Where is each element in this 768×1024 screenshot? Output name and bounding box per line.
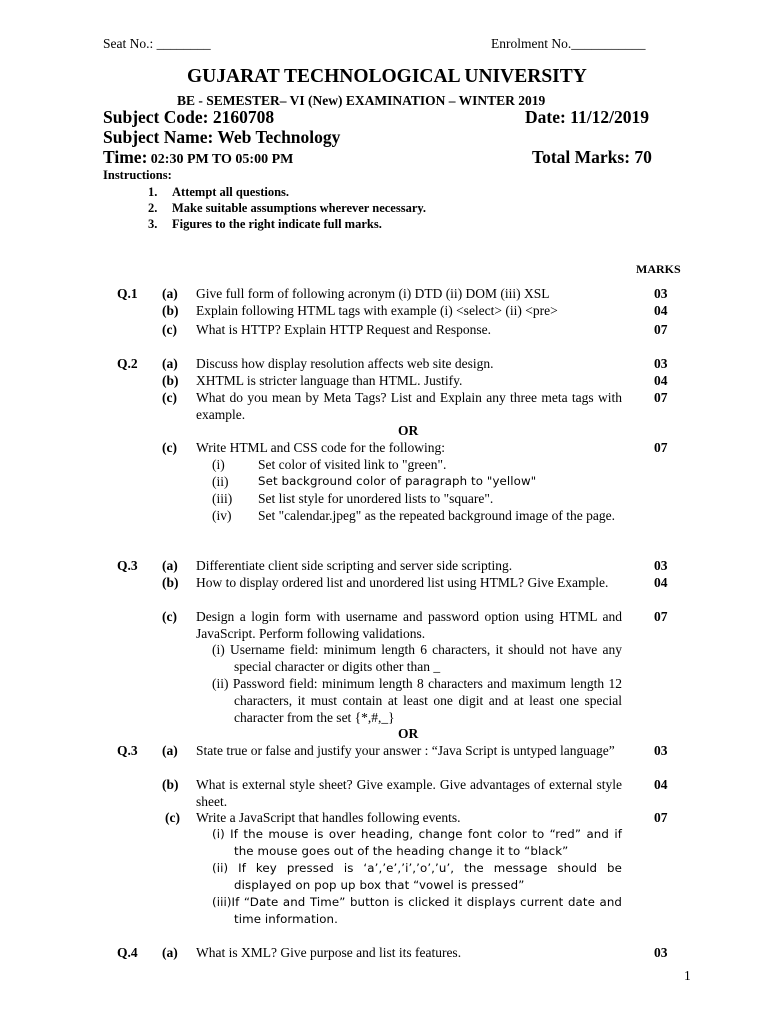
question-text: Design a login form with username and password option using HTML and JavaScript. Perform following validations. xyxy=(196,609,622,641)
exam-title: BE - SEMESTER– VI (New) EXAMINATION – WINTER 2019 xyxy=(177,93,546,108)
instruction-text: Make suitable assumptions wherever necessary. xyxy=(172,201,427,215)
subpart-text: (iii)If “Date and Time” button is clicked it displays current date and time information. xyxy=(212,895,622,926)
subject-name: Subject Name: Web Technology xyxy=(103,127,341,147)
or-separator: OR xyxy=(398,423,419,438)
question-text: Write HTML and CSS code for the following: xyxy=(196,440,446,455)
instruction-num: 2. xyxy=(148,201,158,215)
part-label: (a) xyxy=(162,558,178,573)
enrolment-number: Enrolment No.___________ xyxy=(491,36,646,51)
part-label: (b) xyxy=(162,303,179,318)
instruction-text: Figures to the right indicate full marks. xyxy=(172,217,382,231)
instruction-num: 3. xyxy=(148,217,158,231)
or-separator: OR xyxy=(398,726,419,741)
time-value: 02:30 PM TO 05:00 PM xyxy=(150,152,294,167)
question-text: XHTML is stricter language than HTML. Justify. xyxy=(196,373,463,388)
question-text: What is external style sheet? Give example. Give advantages of external style sheet. xyxy=(196,777,622,809)
exam-date: Date: 11/12/2019 xyxy=(525,107,649,127)
question-text: What is XML? Give purpose and list its features. xyxy=(196,945,462,960)
part-label: (c) xyxy=(162,440,177,455)
total-marks: Total Marks: 70 xyxy=(532,147,652,167)
subject-code: Subject Code: 2160708 xyxy=(103,107,275,127)
marks-value: 04 xyxy=(654,777,668,792)
question-text: Explain following HTML tags with example (i) <select> (ii) <pre> xyxy=(196,303,558,318)
subpart-number: (iii) xyxy=(212,491,233,506)
question-label: Q.2 xyxy=(117,356,138,371)
question-text: What is HTTP? Explain HTTP Request and Response. xyxy=(196,322,491,337)
time-label: Time: xyxy=(103,147,148,167)
part-label: (c) xyxy=(162,609,177,624)
part-label: (b) xyxy=(162,575,179,590)
subpart-number: (iv) xyxy=(212,508,232,523)
part-label: (c) xyxy=(165,810,180,825)
marks-value: 07 xyxy=(654,609,668,624)
question-text: How to display ordered list and unordered list using HTML? Give Example. xyxy=(196,575,609,590)
instruction-text: Attempt all questions. xyxy=(172,185,290,199)
question-text: State true or false and justify your answer : “Java Script is untyped language” xyxy=(196,743,615,758)
question-label: Q.4 xyxy=(117,945,138,960)
marks-value: 04 xyxy=(654,303,668,318)
marks-heading: MARKS xyxy=(636,262,681,276)
subpart-text: (ii) If key pressed is ‘a’,’e’,’i’,’o’,’u’, the message should be displayed on pop up box that “vowel is pressed” xyxy=(212,861,622,892)
part-label: (c) xyxy=(162,390,177,405)
part-label: (c) xyxy=(162,322,177,337)
marks-value: 07 xyxy=(654,390,668,405)
question-text: What do you mean by Meta Tags? List and Explain any three meta tags with example. xyxy=(196,390,622,422)
subpart-text: (i) Username field: minimum length 6 characters, it should not have any special character or digits other than _ xyxy=(212,642,622,674)
part-label: (a) xyxy=(162,286,178,301)
instructions-heading: Instructions: xyxy=(103,168,172,182)
university-name: GUJARAT TECHNOLOGICAL UNIVERSITY xyxy=(187,66,587,87)
question-label: Q.3 xyxy=(117,558,138,573)
marks-value: 03 xyxy=(654,945,668,960)
question-text: Discuss how display resolution affects web site design. xyxy=(196,356,494,371)
marks-value: 03 xyxy=(654,743,668,758)
instruction-num: 1. xyxy=(148,185,158,199)
question-text: Write a JavaScript that handles following events. xyxy=(196,810,461,825)
subpart-text: (ii) Password field: minimum length 8 characters and maximum length 12 characters, it must contain at least one digit and at least one special character from the set {*,#,_} xyxy=(212,676,622,725)
page-number: 1 xyxy=(684,968,691,983)
marks-value: 07 xyxy=(654,440,668,455)
subpart-text: Set list style for unordered lists to "square". xyxy=(258,491,494,506)
question-label: Q.1 xyxy=(117,286,138,301)
marks-value: 03 xyxy=(654,286,668,301)
subpart-text: Set background color of paragraph to "yellow" xyxy=(258,474,537,488)
marks-value: 04 xyxy=(654,575,668,590)
subpart-text: Set color of visited link to "green". xyxy=(258,457,447,472)
part-label: (b) xyxy=(162,777,179,792)
subpart-text: Set "calendar.jpeg" as the repeated background image of the page. xyxy=(258,508,615,523)
part-label: (a) xyxy=(162,356,178,371)
subpart-number: (ii) xyxy=(212,474,229,489)
marks-value: 07 xyxy=(654,322,668,337)
marks-value: 04 xyxy=(654,373,668,388)
marks-value: 03 xyxy=(654,558,668,573)
marks-value: 07 xyxy=(654,810,668,825)
question-text: Differentiate client side scripting and server side scripting. xyxy=(196,558,513,573)
seat-number: Seat No.: ________ xyxy=(103,36,211,51)
part-label: (b) xyxy=(162,373,179,388)
part-label: (a) xyxy=(162,945,178,960)
part-label: (a) xyxy=(162,743,178,758)
subpart-text: (i) If the mouse is over heading, change font color to “red” and if the mouse goes out of the heading change it to “black” xyxy=(212,827,622,858)
exam-time xyxy=(103,149,293,168)
subpart-number: (i) xyxy=(212,457,225,472)
marks-value: 03 xyxy=(654,356,668,371)
question-label: Q.3 xyxy=(117,743,138,758)
question-text: Give full form of following acronym (i) DTD (ii) DOM (iii) XSL xyxy=(196,286,550,301)
